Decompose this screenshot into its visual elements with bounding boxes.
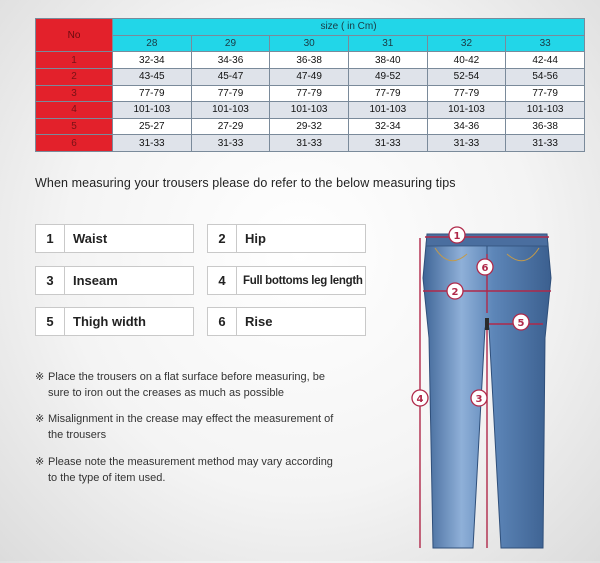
table-cell: 101-103	[348, 102, 427, 119]
note-mark: ※	[35, 456, 45, 468]
legend-item-inseam	[35, 266, 194, 295]
legend-item-waist	[35, 224, 194, 253]
table-cell: 31-33	[348, 135, 427, 152]
table-cell: 31-33	[427, 135, 506, 152]
table-cell: 31-33	[506, 135, 585, 152]
legend-label: Thigh width	[73, 314, 146, 329]
table-cell: 101-103	[427, 102, 506, 119]
legend-item-full-leg-length	[207, 266, 366, 295]
table-cell: 101-103	[506, 102, 585, 119]
table-cell: 43-45	[113, 68, 192, 85]
table-cell: 36-38	[506, 118, 585, 135]
row-number: 6	[36, 135, 113, 152]
row-number: 3	[36, 85, 113, 102]
table-cell: 52-54	[427, 68, 506, 85]
jeans-illustration	[405, 218, 580, 558]
note-line: to the type of item used.	[48, 472, 166, 484]
note-item	[35, 369, 395, 401]
size-column-header: 32	[427, 35, 506, 52]
table-cell: 31-33	[270, 135, 349, 152]
table-row	[36, 135, 585, 152]
legend-label: Waist	[73, 231, 108, 246]
size-header: size ( in Cm)	[113, 19, 585, 36]
marker-6	[477, 259, 493, 275]
svg-text:6: 6	[481, 263, 489, 274]
measuring-tips-heading: When measuring your trousers please do refer to the below measuring tips	[35, 176, 456, 190]
table-row	[36, 68, 585, 85]
legend-number: 4	[208, 267, 237, 294]
no-column-header: No	[36, 19, 113, 52]
table-cell: 101-103	[191, 102, 270, 119]
legend-label: Rise	[245, 314, 273, 329]
table-cell: 29-32	[270, 118, 349, 135]
row-number: 5	[36, 118, 113, 135]
svg-text:4: 4	[416, 394, 424, 405]
table-cell: 77-79	[270, 85, 349, 102]
table-cell: 36-38	[270, 52, 349, 69]
size-column-header: 28	[113, 35, 192, 52]
table-cell: 34-36	[427, 118, 506, 135]
legend-label: Hip	[245, 231, 266, 246]
table-cell: 47-49	[270, 68, 349, 85]
table-cell: 77-79	[191, 85, 270, 102]
jeans-measurement-diagram	[405, 218, 580, 558]
marker-1	[449, 227, 465, 243]
table-cell: 27-29	[191, 118, 270, 135]
table-cell: 54-56	[506, 68, 585, 85]
svg-text:1: 1	[453, 231, 461, 242]
note-item	[35, 454, 395, 486]
table-cell: 40-42	[427, 52, 506, 69]
table-cell: 31-33	[191, 135, 270, 152]
crotch-gap	[485, 318, 489, 330]
note-mark: ※	[35, 413, 45, 425]
table-cell: 32-34	[113, 52, 192, 69]
table-row	[36, 118, 585, 135]
legend-item-thigh-width	[35, 307, 194, 336]
table-cell: 101-103	[113, 102, 192, 119]
marker-2	[447, 283, 463, 299]
row-number: 4	[36, 102, 113, 119]
legend-number: 5	[36, 308, 65, 335]
legend-label: Inseam	[73, 273, 118, 288]
legend-number: 2	[208, 225, 237, 252]
table-cell: 77-79	[348, 85, 427, 102]
marker-5	[513, 314, 529, 330]
table-cell: 101-103	[270, 102, 349, 119]
svg-text:3: 3	[475, 394, 483, 405]
row-number: 2	[36, 68, 113, 85]
table-row	[36, 85, 585, 102]
row-number: 1	[36, 52, 113, 69]
table-cell: 77-79	[113, 85, 192, 102]
marker-4	[412, 390, 428, 406]
table-cell: 77-79	[506, 85, 585, 102]
note-line: Place the trousers on a flat surface before measuring, be	[48, 371, 325, 383]
table-cell: 45-47	[191, 68, 270, 85]
table-cell: 77-79	[427, 85, 506, 102]
table-cell: 42-44	[506, 52, 585, 69]
legend-item-hip	[207, 224, 366, 253]
size-table-container	[35, 18, 585, 152]
note-mark: ※	[35, 371, 45, 383]
marker-3	[471, 390, 487, 406]
legend-number: 1	[36, 225, 65, 252]
note-line: Please note the measurement method may vary according	[48, 456, 333, 468]
size-column-header: 31	[348, 35, 427, 52]
table-cell: 38-40	[348, 52, 427, 69]
legend-number: 6	[208, 308, 237, 335]
legend-number: 3	[36, 267, 65, 294]
table-row	[36, 102, 585, 119]
waistband	[426, 234, 548, 246]
legend-item-rise	[207, 307, 366, 336]
size-table	[35, 18, 585, 152]
table-cell: 34-36	[191, 52, 270, 69]
size-column-header: 33	[506, 35, 585, 52]
legend-label: Full bottoms leg length	[243, 274, 363, 287]
size-column-header: 30	[270, 35, 349, 52]
svg-text:2: 2	[451, 287, 459, 298]
note-line: the trousers	[48, 429, 107, 441]
table-cell: 25-27	[113, 118, 192, 135]
svg-text:5: 5	[517, 318, 525, 329]
note-line: sure to iron out the creases as much as possible	[48, 387, 285, 399]
size-columns-row	[36, 35, 585, 52]
table-cell: 31-33	[113, 135, 192, 152]
note-line: Misalignment in the crease may effect the measurement of	[48, 413, 334, 425]
size-column-header: 29	[191, 35, 270, 52]
table-row	[36, 52, 585, 69]
table-cell: 32-34	[348, 118, 427, 135]
table-cell: 49-52	[348, 68, 427, 85]
note-item	[35, 411, 395, 443]
table-header-row	[36, 19, 585, 36]
